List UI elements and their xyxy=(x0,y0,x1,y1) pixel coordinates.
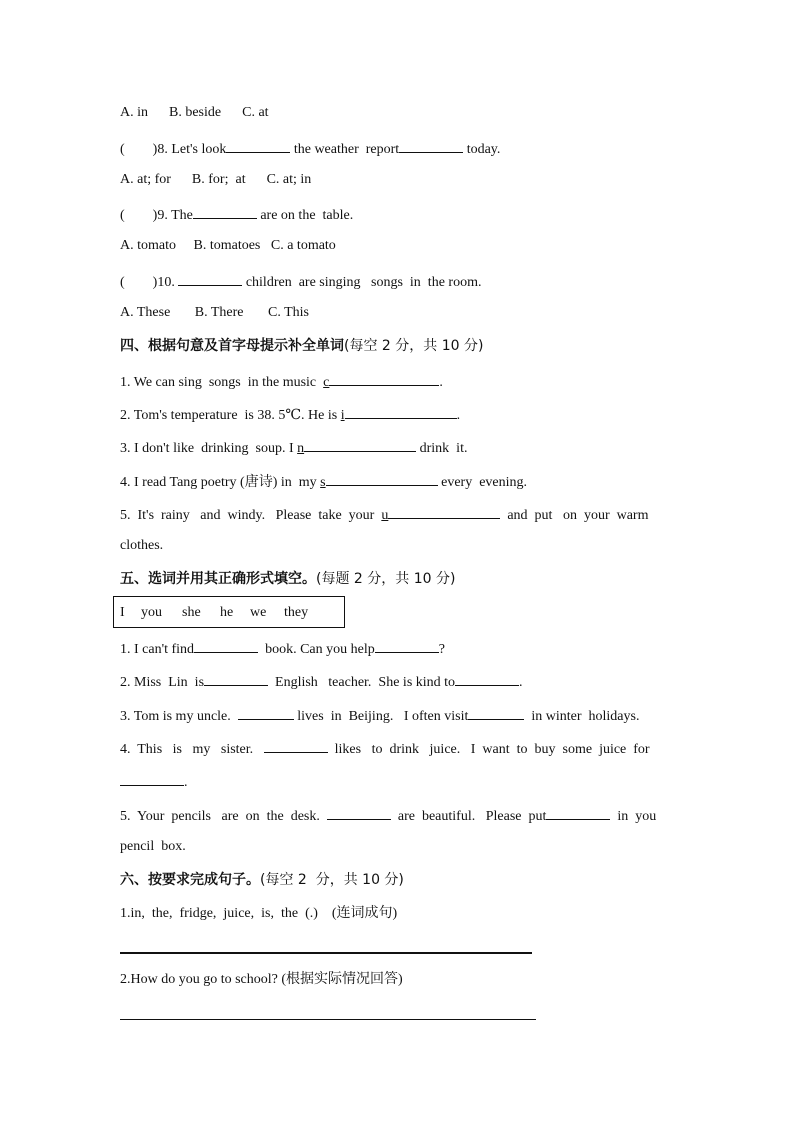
initial-letter: c xyxy=(323,375,330,390)
sec4-question-5: 5. It's rainy and windy. Please take your u and put on your warm xyxy=(120,504,649,525)
sec5-question-4: 4. This is my sister. likes to drink juice. I want to buy some juice for xyxy=(120,738,650,759)
q10-options: A. These B. There C. This xyxy=(120,305,309,320)
blank[interactable] xyxy=(375,638,439,653)
blank[interactable] xyxy=(178,271,242,286)
sec4-question-1: 1. We can sing songs in the music c . xyxy=(120,371,443,392)
blank[interactable] xyxy=(194,638,258,653)
word-bank-item: he xyxy=(220,605,234,620)
initial-letter: i xyxy=(340,408,345,423)
sec5-question-5: 5. Your pencils are on the desk. are beautiful. Please put in you xyxy=(120,805,656,826)
word-bank-item: she xyxy=(182,605,201,620)
question-9: ( )9. The are on the table. xyxy=(120,204,353,225)
q7-options: A. in B. beside C. at xyxy=(120,105,269,120)
section-6-heading: 六、按要求完成句子。(每空 2 分，共 10 分) xyxy=(120,872,404,888)
answer-paren: ( ) xyxy=(120,208,158,223)
sec6-question-1: 1.in, the, fridge, juice, is, the (.) (连词成句) xyxy=(120,906,398,921)
answer-line[interactable] xyxy=(120,952,532,954)
blank[interactable] xyxy=(455,671,519,686)
blank[interactable] xyxy=(193,204,257,219)
blank[interactable] xyxy=(264,738,328,753)
sec5-question-5-cont: pencil box. xyxy=(120,839,186,854)
blank[interactable] xyxy=(226,138,290,153)
word-bank-item: you xyxy=(141,605,162,620)
blank[interactable] xyxy=(120,771,184,786)
blank[interactable] xyxy=(238,705,294,720)
sec6-question-2: 2.How do you go to school? (根据实际情况回答) xyxy=(120,972,403,987)
sec4-question-3: 3. I don't like drinking soup. I n drink it. xyxy=(120,437,467,458)
sec5-question-2: 2. Miss Lin is English teacher. She is kind to . xyxy=(120,671,523,692)
word-bank-box xyxy=(113,596,345,628)
question-8: ( )8. Let's look the weather report today. xyxy=(120,138,500,159)
sec5-question-1: 1. I can't find book. Can you help ? xyxy=(120,638,445,659)
initial-letter: s xyxy=(320,475,326,490)
initial-letter: n xyxy=(297,441,305,456)
sec4-question-2: 2. Tom's temperature is 38. 5℃. He is i . xyxy=(120,404,460,425)
blank[interactable] xyxy=(304,437,416,452)
section-5-heading: 五、选词并用其正确形式填空。(每题 2 分，共 10 分) xyxy=(120,571,456,587)
sec5-question-3: 3. Tom is my uncle. lives in Beijing. I often visit in winter holidays. xyxy=(120,705,639,726)
blank[interactable] xyxy=(399,138,463,153)
blank[interactable] xyxy=(546,805,610,820)
question-10: ( )10. children are singing songs in the room. xyxy=(120,271,481,292)
q8-options: A. at; for B. for; at C. at; in xyxy=(120,172,312,187)
q9-options: A. tomato B. tomatoes C. a tomato xyxy=(120,238,336,253)
blank[interactable] xyxy=(345,404,457,419)
blank[interactable] xyxy=(204,671,268,686)
blank[interactable] xyxy=(468,705,524,720)
blank[interactable] xyxy=(326,471,438,486)
initial-letter: u xyxy=(381,508,389,523)
blank[interactable] xyxy=(327,805,391,820)
answer-line[interactable] xyxy=(120,1019,536,1020)
word-bank-item: we xyxy=(250,605,267,620)
sec4-question-4: 4. I read Tang poetry (唐诗) in my s every evening. xyxy=(120,471,527,492)
section-4-heading: 四、根据句意及首字母提示补全单词(每空 2 分，共 10 分) xyxy=(120,338,484,354)
answer-paren: ( ) xyxy=(120,142,158,157)
blank[interactable] xyxy=(329,371,439,386)
sec4-question-5-cont: clothes. xyxy=(120,538,164,553)
answer-paren: ( ) xyxy=(120,275,158,290)
word-bank-item: I xyxy=(120,605,125,620)
blank[interactable] xyxy=(388,504,500,519)
sec5-question-4-cont: . xyxy=(120,771,188,792)
word-bank-item: they xyxy=(284,605,309,620)
